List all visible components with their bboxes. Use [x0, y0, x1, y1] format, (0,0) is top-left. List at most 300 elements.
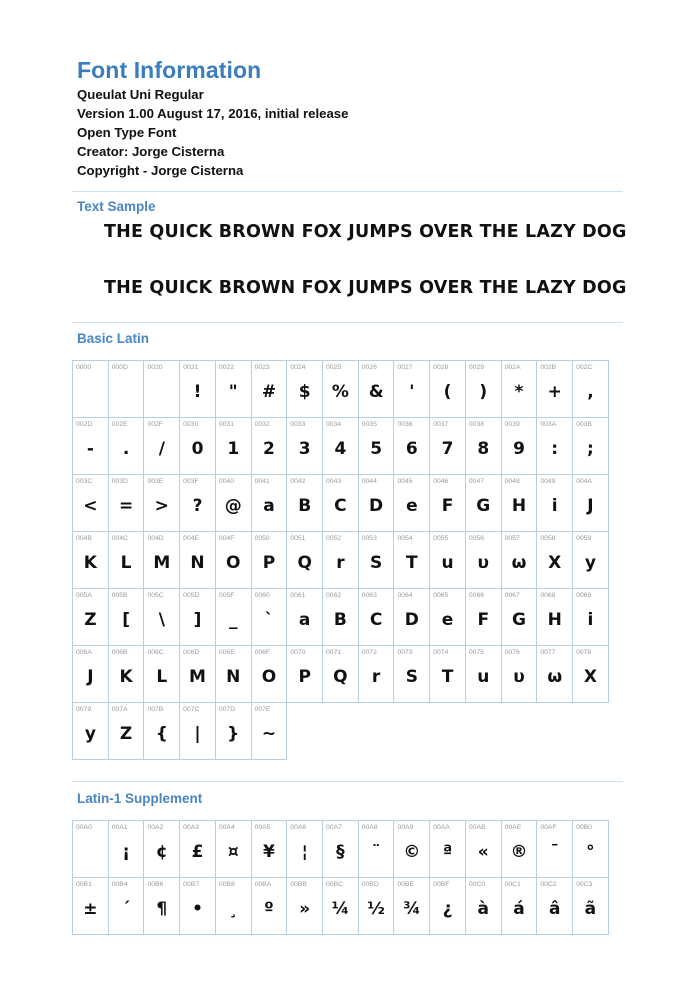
latin1-supplement-glyph-grid [72, 821, 609, 935]
glyph-cell [215, 702, 252, 760]
glyph-codepoint: 003D [111, 478, 128, 485]
glyph-character: 8 [477, 439, 490, 459]
glyph-cell [108, 588, 145, 646]
glyph-cell [72, 588, 109, 646]
glyph-codepoint: 0045 [397, 478, 413, 485]
glyph-codepoint: 00AE [504, 824, 522, 831]
glyph-cell [465, 877, 502, 935]
glyph-codepoint: 00A6 [290, 824, 307, 831]
glyph-character: 6 [405, 439, 418, 459]
glyph-codepoint: 0035 [361, 421, 377, 428]
glyph-cell [143, 531, 180, 589]
glyph-character: , [587, 382, 594, 402]
glyph-row [72, 361, 609, 418]
glyph-cell [322, 531, 359, 589]
glyph-cell [465, 417, 502, 475]
glyph-codepoint: 00B0 [576, 824, 592, 831]
glyph-character: @ [224, 496, 242, 516]
glyph-cell [286, 417, 323, 475]
glyph-character: M [189, 667, 206, 687]
font-copyright: Copyright - Jorge Cisterna [77, 163, 244, 178]
glyph-cell [322, 588, 359, 646]
glyph-character: 4 [334, 439, 347, 459]
glyph-codepoint: 006D [183, 649, 200, 656]
glyph-codepoint: 0029 [468, 364, 485, 371]
glyph-character: ¢ [155, 842, 168, 862]
glyph-character: % [331, 382, 349, 402]
font-creator: Creator: Jorge Cisterna [77, 144, 225, 159]
glyph-character: G [476, 496, 491, 516]
glyph-codepoint: 0033 [290, 421, 306, 428]
glyph-cell [572, 474, 609, 532]
glyph-character: y [84, 724, 96, 744]
glyph-character: à [477, 899, 489, 919]
glyph-codepoint: 0053 [361, 535, 377, 542]
glyph-character: ¨ [371, 842, 381, 862]
glyph-codepoint: 003F [183, 478, 199, 485]
glyph-cell [286, 360, 323, 418]
glyph-character: N [226, 667, 241, 687]
glyph-cell [536, 417, 573, 475]
glyph-cell [108, 645, 145, 703]
glyph-cell [393, 474, 430, 532]
glyph-cell [108, 877, 145, 935]
glyph-cell [536, 474, 573, 532]
glyph-codepoint: 003E [147, 478, 164, 485]
glyph-cell [429, 877, 466, 935]
glyph-codepoint: 005C [147, 592, 164, 599]
glyph-codepoint: 0039 [504, 421, 520, 428]
glyph-cell [536, 820, 573, 878]
glyph-cell [572, 417, 609, 475]
glyph-cell [72, 877, 109, 935]
text-sample-line: THE QUICK BROWN FOX JUMPS OVER THE LAZY DOG [104, 222, 627, 242]
glyph-codepoint: 002B [540, 364, 557, 371]
glyph-cell [358, 820, 395, 878]
glyph-cell [536, 360, 573, 418]
glyph-cell [501, 645, 538, 703]
glyph-codepoint: 002C [576, 364, 593, 371]
glyph-cell [465, 588, 502, 646]
glyph-cell [572, 820, 609, 878]
glyph-codepoint: 0027 [397, 364, 413, 371]
glyph-cell [429, 417, 466, 475]
glyph-codepoint: 00B7 [183, 881, 200, 888]
glyph-cell [72, 702, 109, 760]
glyph-character: > [154, 496, 169, 516]
glyph-character: { [155, 724, 168, 744]
glyph-cell [501, 877, 538, 935]
glyph-codepoint: 00C3 [576, 881, 593, 888]
glyph-codepoint: 0040 [218, 478, 234, 485]
glyph-character: D [369, 496, 384, 516]
glyph-character: P [262, 553, 276, 573]
glyph-codepoint: 0075 [468, 649, 485, 656]
glyph-character: 0 [191, 439, 204, 459]
glyph-cell [179, 588, 216, 646]
glyph-cell [251, 474, 288, 532]
glyph-codepoint: 0072 [361, 649, 377, 656]
glyph-character: ( [443, 382, 452, 402]
glyph-cell [215, 474, 252, 532]
glyph-row [72, 646, 609, 703]
glyph-codepoint: 00BA [254, 881, 272, 888]
glyph-codepoint: 0048 [504, 478, 520, 485]
glyph-character: S [369, 553, 383, 573]
glyph-codepoint: 00AA [433, 824, 450, 831]
glyph-codepoint: 000D [111, 364, 128, 371]
glyph-codepoint: 004B [76, 535, 92, 542]
glyph-codepoint: 0052 [326, 535, 342, 542]
glyph-cell [251, 360, 288, 418]
glyph-codepoint: 002E [111, 421, 128, 428]
glyph-character: H [547, 610, 562, 630]
glyph-cell [286, 588, 323, 646]
glyph-codepoint: 0060 [254, 592, 270, 599]
glyph-character: ° [586, 842, 595, 862]
glyph-codepoint: 002D [76, 421, 93, 428]
glyph-cell [108, 820, 145, 878]
glyph-codepoint: 00C2 [540, 881, 557, 888]
glyph-codepoint: 00C1 [504, 881, 521, 888]
glyph-cell [572, 877, 609, 935]
glyph-cell [251, 531, 288, 589]
glyph-codepoint: 00B4 [111, 881, 128, 888]
glyph-codepoint: 007D [218, 706, 236, 713]
glyph-codepoint: 003C [76, 478, 93, 485]
glyph-codepoint: 005B [111, 592, 128, 599]
glyph-character: C [369, 610, 383, 630]
glyph-codepoint: 00A5 [254, 824, 271, 831]
glyph-cell [286, 820, 323, 878]
glyph-cell [215, 820, 252, 878]
glyph-character: • [192, 899, 203, 919]
glyph-character: ª [442, 842, 453, 862]
glyph-codepoint: 007E [254, 706, 271, 713]
glyph-character: J [87, 667, 94, 687]
glyph-cell [108, 702, 145, 760]
glyph-character: r [371, 667, 381, 687]
glyph-codepoint: 006A [76, 649, 92, 656]
glyph-character: ¼ [331, 899, 350, 919]
glyph-codepoint: 004D [147, 535, 164, 542]
glyph-codepoint: 004A [576, 478, 592, 485]
glyph-codepoint: 0079 [76, 706, 92, 713]
glyph-cell [143, 645, 180, 703]
glyph-codepoint: 00A1 [111, 824, 128, 831]
glyph-codepoint: 0041 [254, 478, 270, 485]
glyph-cell [143, 820, 180, 878]
glyph-codepoint: 007A [111, 706, 128, 713]
glyph-codepoint: 0044 [361, 478, 377, 485]
glyph-cell [429, 588, 466, 646]
glyph-codepoint: 0043 [326, 478, 342, 485]
glyph-character: ¤ [227, 842, 239, 862]
glyph-codepoint: 0021 [183, 364, 199, 371]
glyph-cell [143, 588, 180, 646]
glyph-codepoint: 004E [183, 535, 200, 542]
glyph-cell [322, 417, 359, 475]
glyph-character: ω [547, 667, 563, 687]
glyph-codepoint: 0077 [540, 649, 556, 656]
glyph-cell [322, 645, 359, 703]
glyph-cell [393, 360, 430, 418]
glyph-character: L [156, 667, 168, 687]
glyph-codepoint: 00AB [468, 824, 486, 831]
glyph-cell [358, 417, 395, 475]
glyph-cell [465, 360, 502, 418]
glyph-cell [251, 702, 288, 760]
glyph-codepoint: 0069 [576, 592, 592, 599]
glyph-character: ; [587, 439, 594, 459]
glyph-cell [108, 531, 145, 589]
glyph-codepoint: 0076 [504, 649, 520, 656]
glyph-character: F [477, 610, 490, 630]
glyph-cell [179, 531, 216, 589]
glyph-codepoint: 007C [183, 706, 200, 713]
glyph-character: = [118, 496, 134, 516]
glyph-cell [286, 474, 323, 532]
glyph-character: ' [409, 382, 415, 402]
glyph-cell [465, 531, 502, 589]
glyph-codepoint: 006C [147, 649, 164, 656]
glyph-codepoint: 0051 [290, 535, 306, 542]
glyph-character: N [190, 553, 205, 573]
glyph-codepoint: 00BC [326, 881, 344, 888]
glyph-codepoint: 0070 [290, 649, 306, 656]
glyph-cell [572, 531, 609, 589]
glyph-character: u [477, 667, 490, 687]
glyph-cell [143, 702, 180, 760]
glyph-cell [429, 360, 466, 418]
glyph-character: i [587, 610, 594, 630]
glyph-cell [536, 588, 573, 646]
glyph-codepoint: 0050 [254, 535, 270, 542]
glyph-cell [322, 820, 359, 878]
glyph-character: £ [191, 842, 204, 862]
glyph-cell [358, 645, 395, 703]
glyph-cell [179, 645, 216, 703]
basic-latin-glyph-grid [72, 361, 609, 760]
glyph-character: â [548, 899, 561, 919]
glyph-character: e [441, 610, 454, 630]
glyph-cell [322, 474, 359, 532]
glyph-codepoint: 006F [254, 649, 271, 656]
glyph-cell [501, 588, 538, 646]
glyph-cell [179, 360, 216, 418]
glyph-codepoint: 0073 [397, 649, 413, 656]
glyph-character: [ [122, 610, 130, 630]
glyph-cell [393, 820, 430, 878]
glyph-character: T [441, 667, 454, 687]
glyph-character: ã [584, 899, 597, 919]
glyph-cell [501, 820, 538, 878]
glyph-character: _ [228, 610, 238, 630]
glyph-cell [393, 877, 430, 935]
glyph-character: ¸ [228, 899, 238, 919]
glyph-codepoint: 00A0 [76, 824, 92, 831]
glyph-codepoint: 002F [147, 421, 163, 428]
glyph-codepoint: 0028 [433, 364, 449, 371]
glyph-cell [215, 531, 252, 589]
glyph-codepoint: 00BF [433, 881, 450, 888]
page-title: Font Information [77, 57, 262, 83]
glyph-codepoint: 0058 [540, 535, 556, 542]
glyph-codepoint: 00A2 [147, 824, 164, 831]
divider [72, 191, 623, 192]
glyph-cell [72, 645, 109, 703]
glyph-character: 2 [263, 439, 275, 459]
glyph-cell [215, 645, 252, 703]
glyph-codepoint: 0000 [76, 364, 92, 371]
glyph-character: ¶ [156, 899, 168, 919]
glyph-character: * [514, 382, 524, 402]
glyph-cell [286, 645, 323, 703]
glyph-codepoint: 00C0 [468, 881, 486, 888]
font-type: Open Type Font [77, 125, 177, 140]
glyph-codepoint: 00AF [540, 824, 557, 831]
glyph-character: 3 [298, 439, 311, 459]
glyph-codepoint: 0032 [254, 421, 270, 428]
text-sample-line: THE QUICK BROWN FOX JUMPS OVER THE LAZY DOG [104, 278, 627, 298]
glyph-cell [358, 474, 395, 532]
glyph-character: } [227, 724, 240, 744]
glyph-character: ® [510, 842, 528, 862]
glyph-cell [322, 877, 359, 935]
glyph-codepoint: 00B6 [147, 881, 164, 888]
glyph-codepoint: 0022 [218, 364, 234, 371]
glyph-cell [251, 645, 288, 703]
glyph-character: $ [298, 382, 311, 402]
glyph-cell [179, 820, 216, 878]
glyph-codepoint: 0036 [397, 421, 413, 428]
glyph-cell [465, 820, 502, 878]
glyph-character: ¾ [403, 899, 421, 919]
glyph-codepoint: 00B1 [76, 881, 92, 888]
glyph-character: a [298, 610, 311, 630]
glyph-codepoint: 0025 [326, 364, 342, 371]
glyph-character: y [584, 553, 596, 573]
glyph-cell [215, 877, 252, 935]
glyph-cell [72, 360, 109, 418]
glyph-cell [72, 531, 109, 589]
glyph-character: + [547, 382, 562, 402]
glyph-character: i [551, 496, 558, 516]
font-info-block [77, 85, 348, 180]
glyph-character: - [86, 439, 94, 459]
glyph-codepoint: 0020 [147, 364, 163, 371]
section-title-latin1-supplement: Latin-1 Supplement [77, 791, 203, 806]
glyph-codepoint: 0030 [183, 421, 199, 428]
glyph-character: ] [193, 610, 202, 630]
glyph-character: Z [119, 724, 133, 744]
glyph-character: ´ [121, 899, 131, 919]
glyph-row [72, 703, 609, 760]
glyph-character: B [333, 610, 347, 630]
glyph-character: u [441, 553, 454, 573]
glyph-character: | [194, 724, 201, 744]
glyph-cell [536, 645, 573, 703]
glyph-codepoint: 0042 [290, 478, 306, 485]
glyph-codepoint: 0047 [468, 478, 485, 485]
glyph-cell [108, 360, 145, 418]
glyph-character: 1 [227, 439, 240, 459]
glyph-cell [251, 820, 288, 878]
glyph-codepoint: 0068 [540, 592, 556, 599]
glyph-cell [501, 360, 538, 418]
glyph-codepoint: 0057 [504, 535, 520, 542]
glyph-character: B [298, 496, 312, 516]
glyph-cell [572, 645, 609, 703]
glyph-character: O [226, 553, 241, 573]
glyph-codepoint: 0078 [576, 649, 592, 656]
glyph-codepoint: 0026 [361, 364, 377, 371]
glyph-codepoint: 006B [111, 649, 128, 656]
glyph-character: S [405, 667, 418, 687]
glyph-character: Z [84, 610, 97, 630]
glyph-cell [143, 417, 180, 475]
glyph-cell [215, 360, 252, 418]
glyph-codepoint: 0061 [290, 592, 306, 599]
glyph-cell [465, 474, 502, 532]
section-title-basic-latin: Basic Latin [77, 331, 150, 346]
glyph-codepoint: 002A [504, 364, 521, 371]
glyph-character: O [261, 667, 277, 687]
glyph-character: K [119, 667, 133, 687]
glyph-cell [358, 877, 395, 935]
glyph-codepoint: 0038 [468, 421, 485, 428]
glyph-cell [322, 360, 359, 418]
glyph-character: § [336, 842, 345, 862]
glyph-codepoint: 00B8 [218, 881, 235, 888]
glyph-codepoint: 0024 [290, 364, 306, 371]
font-version: Version 1.00 August 17, 2016, initial release [77, 106, 349, 121]
glyph-character: K [83, 553, 97, 573]
glyph-codepoint: 0054 [397, 535, 413, 542]
glyph-cell [501, 417, 538, 475]
glyph-character: 5 [370, 439, 383, 459]
glyph-cell [179, 877, 216, 935]
glyph-codepoint: 00BD [361, 881, 379, 888]
glyph-character: a [263, 496, 275, 516]
glyph-character: e [406, 496, 418, 516]
glyph-cell [108, 417, 145, 475]
glyph-cell [572, 588, 609, 646]
glyph-cell [465, 645, 502, 703]
glyph-codepoint: 007B [147, 706, 164, 713]
glyph-row [72, 589, 609, 646]
glyph-row [72, 878, 609, 935]
glyph-cell [143, 877, 180, 935]
glyph-character: : [551, 439, 559, 459]
divider [72, 322, 623, 323]
glyph-codepoint: 00A4 [218, 824, 235, 831]
glyph-character: P [298, 667, 311, 687]
glyph-character: T [406, 553, 418, 573]
glyph-cell [179, 702, 216, 760]
glyph-codepoint: 005D [183, 592, 200, 599]
glyph-cell [393, 588, 430, 646]
glyph-codepoint: 0071 [326, 649, 342, 656]
glyph-character: J [587, 496, 594, 516]
glyph-codepoint: 0065 [433, 592, 449, 599]
glyph-row [72, 418, 609, 475]
glyph-codepoint: 0046 [433, 478, 449, 485]
glyph-codepoint: 0074 [433, 649, 449, 656]
glyph-character: υ [477, 553, 489, 573]
glyph-cell [536, 531, 573, 589]
glyph-character: & [368, 382, 384, 402]
